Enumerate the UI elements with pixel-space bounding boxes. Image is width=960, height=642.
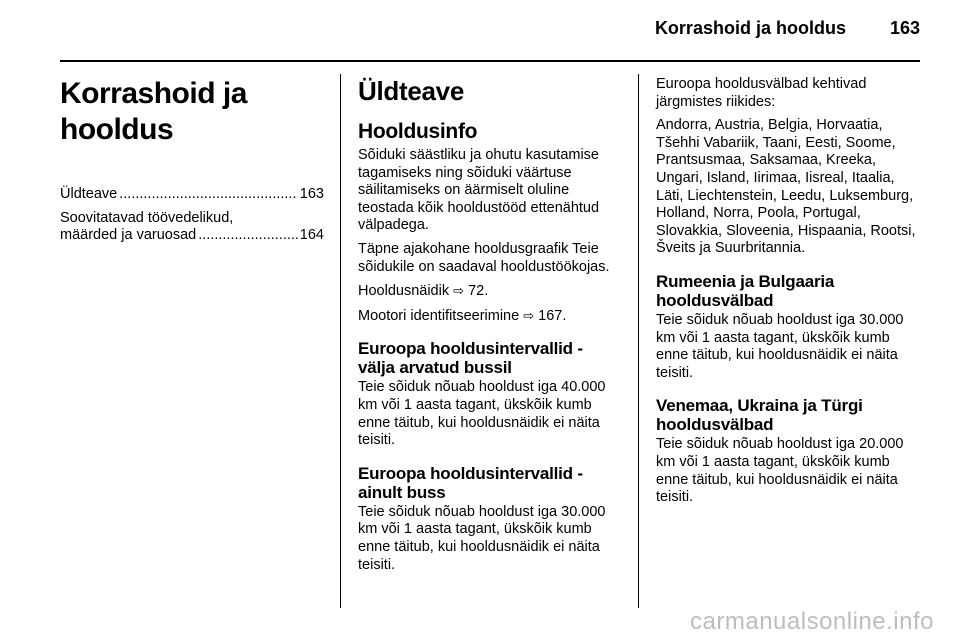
paragraph-country-list: Andorra, Austria, Belgia, Horvaatia, Tšehhi Vabariik, Taani, Eesti, Soome, Prantsusmaa, Saksamaa, Kreeka, Ungari, Island, Iirimaa, Iisreal, Itaalia, Läti, Liechtenstein, Leedu, Luksemburg, Holland, Norra, Poola, Portugal, Slovakkia, Sloveenia, Hispaania, Rootsi, Šveits ja Suurbritannia. — [656, 117, 916, 257]
header-title: Korrashoid ja hooldus — [654, 18, 846, 38]
header-rule — [60, 60, 920, 62]
page-ref-link[interactable]: 167. — [538, 307, 567, 324]
column-right — [656, 64, 922, 513]
section-title: Üldteave — [358, 76, 464, 106]
table-of-contents — [60, 186, 324, 244]
column-divider — [340, 74, 341, 608]
paragraph-service-display-ref — [358, 282, 622, 301]
toc-label: määrded ja varuosad — [60, 227, 197, 243]
arrow-right-icon: ⇨ — [453, 283, 465, 299]
arrow-right-icon: ⇨ — [523, 307, 535, 323]
watermark: carmanualsonline.info — [690, 608, 934, 635]
running-header — [60, 18, 920, 48]
toc-label: Soovitatavad töövedelikud, — [60, 210, 234, 226]
column-middle — [358, 64, 622, 580]
paragraph: Täpne ajakohane hooldusgraafik Teie sõidukile on saadaval hooldustöökojas. — [358, 240, 610, 275]
toc-dots — [119, 186, 298, 203]
paragraph: Teie sõiduk nõuab hooldust iga 30.000 km või 1 aasta tagant, ükskõik kumb enne täitub, kui hooldusnäidik ei näita teisiti. — [656, 311, 904, 381]
column-left — [60, 64, 324, 251]
toc-page: 164 — [299, 227, 324, 243]
heading-service-info: Hooldusinfo — [358, 120, 478, 143]
paragraph-engine-id-ref — [358, 307, 622, 326]
chapter-title: Korrashoid ja hooldus — [60, 77, 247, 146]
toc-page: 163 — [299, 186, 324, 202]
paragraph: Teie sõiduk nõuab hooldust iga 30.000 km või 1 aasta tagant, ükskõik kumb enne täitub, kui hooldusnäidik ei näita teisiti. — [358, 503, 606, 573]
header-page-number: 163 — [889, 18, 920, 38]
column-divider — [638, 74, 639, 608]
heading-eu-intervals-bus: Euroopa hooldusintervallid - ainult buss — [358, 463, 583, 502]
paragraph: Sõiduki säästliku ja ohutu kasutamise tagamiseks ning sõiduki väärtuse säilitamiseks on äärmiselt oluline teostada kõik hooldustööd ettenähtud välpadega. — [358, 147, 600, 234]
toc-dots — [198, 227, 298, 244]
paragraph: Teie sõiduk nõuab hooldust iga 20.000 km või 1 aasta tagant, ükskõik kumb enne täitub, kui hooldusnäidik ei näita teisiti. — [656, 436, 904, 506]
ref-text: Hooldusnäidik — [358, 283, 450, 300]
toc-label: Üldteave — [60, 186, 118, 202]
heading-russia-ukraine-turkey: Venemaa, Ukraina ja Türgi hooldusvälbad — [656, 396, 863, 435]
heading-romania-bulgaria: Rumeenia ja Bulgaaria hooldusvälbad — [656, 271, 835, 310]
ref-text: Mootori identifitseerimine — [358, 307, 520, 324]
toc-entry-fluids[interactable] — [60, 210, 324, 244]
page-ref-link[interactable]: 72. — [468, 283, 489, 300]
heading-eu-intervals-except-bus: Euroopa hooldusintervallid - välja arvatud bussil — [358, 339, 583, 378]
paragraph: Euroopa hooldusvälbad kehtivad järgmistes riikides: — [656, 76, 867, 110]
toc-entry-general[interactable] — [60, 186, 324, 203]
paragraph: Teie sõiduk nõuab hooldust iga 40.000 km või 1 aasta tagant, ükskõik kumb enne täitub, kui hooldusnäidik ei näita teisiti. — [358, 379, 606, 449]
